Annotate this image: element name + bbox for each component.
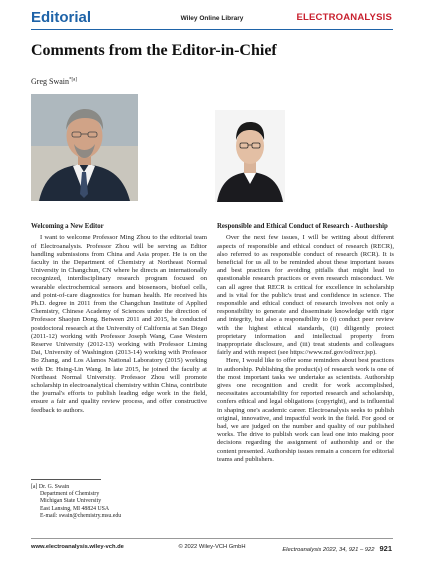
page-number: 921 [379, 544, 392, 553]
footnote-rule [31, 479, 101, 480]
footer-rule [31, 538, 393, 539]
section-label: Editorial [31, 9, 92, 26]
footnote-label: [a] Dr. G. Swain [31, 484, 70, 490]
author-affiliation-mark: *[a] [69, 77, 78, 83]
section-heading-recr: Responsible and Ethical Conduct of Research - Authorship [217, 223, 388, 230]
publisher-label: Wiley Online Library [180, 15, 244, 22]
footnote-department: Department of Chemistry [40, 491, 100, 498]
article-title: Comments from the Editor-in-Chief [31, 42, 277, 59]
footer-copyright: © 2022 Wiley-VCH GmbH [178, 544, 246, 550]
right-column [217, 223, 394, 464]
new-editor-paragraph: I want to welcome Professor Ming Zhou to the editorial team of Electroanalysis. Professor Zhou will be serving as Editor handling submissions from China and Asia proper. He is on the faculty in the Department of Chemistry at Northeast Normal University in Changchun, CN where he directs an internationally recognized, interdisciplinary research program focused on wearable electrochemical sensors and biosensors, biofuel cells, and point-of-care diagnostics for human health. He received his Ph.D. degree in 2011 from the Changchun Institute of Applied Chemistry, Chinese Academy of Sciences under the direction of Professor Shaojun Dong. Between 2011 and 2015, he conducted postdoctoral research at the University of California at San Diego (2011-12) working with Professor Joseph Wang, Case Western Reserve University (2012-13) working with Professor Liming Dai, University of Washington (2013-14) working with Professor Bo Zhang, and Los Alamos National Laboratory (2015) working with Dr. Hsing-Lin Wang. In late 2015, he joined the faculty at Northeast Normal University. Professor Zhou will promote scholarship in electroanalytical chemistry within China, contribute the journal's efforts to publish leading edge work in the field, ensure a fair and quality review process, and offer constructive feedback to authors. [31, 234, 207, 414]
footnote-address: East Lansing, MI 48824 USA [40, 505, 110, 512]
affiliation-footnote [31, 484, 121, 520]
footer-citation-block [282, 544, 392, 553]
footnote-university: Michigan State University [40, 498, 102, 505]
footer-url[interactable]: www.electroanalysis.wiley-vch.de [31, 544, 124, 550]
section-heading-new-editor: Welcoming a New Editor [31, 223, 104, 230]
footnote-email[interactable]: E-mail: swain@chemistry.msu.edu [40, 512, 122, 519]
left-column [31, 223, 207, 415]
footer-citation: Electroanalysis 2022, 34, 921 – 922 [282, 547, 375, 553]
author-photo [31, 94, 138, 201]
recr-paragraph-2: Here, I would like to offer some reminders about best practices in authorship. Publishing the product(s) of research work is one of the most important tasks we undertake as scientists. Authorship gives one recognition and credit for work accomplished, necessitates accountability for reported research and scholarship, confers ethical and legal obligations (copyright), and is influential in shaping one's academic career. Electroanalysis seeks to publish original, innovative, and impactful work in the field. For good or bad, we are judged on the number and quality of our published works. The drive to publish work can lead one into making poor decisions regarding the assignment of authorship and or the content presented. Authorship issues remain a concern for editorial teams and publishers. [217, 357, 394, 463]
author-line [31, 77, 77, 86]
recr-paragraph-1: Over the next few issues, I will be writing about different aspects of responsible and ethical conduct of research (RECR), also referred to as responsible conduct of research (RCR). It is beneficial for us all to be reminded about these important issues and best practices for avoiding pitfalls that might lead to questionable research practices or even research misconduct. We can all agree that RECR is critical for excellence in scholarship and is vital for the public's trust and confidence in science. The responsible and ethical conduct of research involves not only a responsibility to generate and disseminate knowledge with rigor and integrity, but also a responsibility to (i) conduct peer review with the highest ethical standards, (ii) diligently protect proprietary information and intellectual property from inappropriate disclosure, and (iii) treat students and colleagues fairly and with respect (see https://www.nsf.gov/od/recr.jsp). [217, 234, 394, 357]
editor-photo [215, 110, 285, 202]
journal-name: ELECTROANALYSIS [296, 12, 392, 23]
header-rule [31, 29, 393, 30]
author-name: Greg Swain [31, 77, 69, 86]
